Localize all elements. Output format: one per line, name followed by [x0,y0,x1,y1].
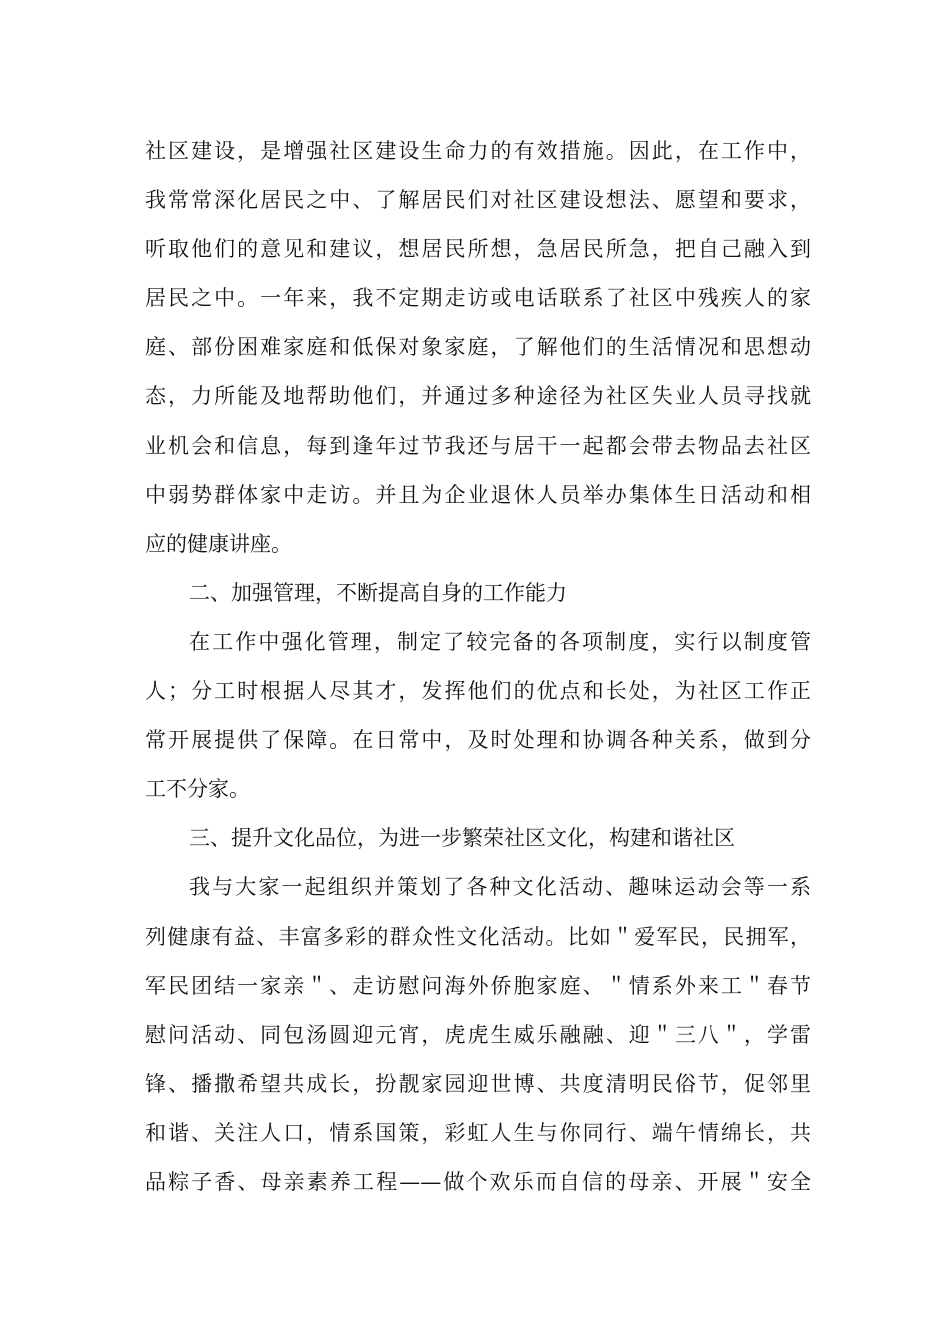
body-line: 中弱势群体家中走访。并且为企业退休人员举办集体生日活动和相 [145,482,811,507]
body-line: 应的健康讲座。 [145,531,292,556]
body-line: 听取他们的意见和建议，想居民所想，急居民所急，把自己融入到 [145,237,811,262]
body-line: 业机会和信息，每到逢年过节我还与居干一起都会带去物品去社区 [145,433,811,458]
body-line: 我与大家一起组织并策划了各种文化活动、趣味运动会等一系 [189,875,811,900]
body-line: 锋、播撒希望共成长，扮靓家园迎世博、共度清明民俗节，促邻里 [145,1071,811,1096]
body-line: 社区建设，是增强社区建设生命力的有效措施。因此，在工作中， [145,139,811,163]
body-line: 人；分工时根据人尽其才，发挥他们的优点和长处，为社区工作正 [145,679,811,704]
body-line: 工不分家。 [145,777,250,802]
body-line: 军民团结一家亲＂、走访慰问海外侨胞家庭、＂情系外来工＂春节 [145,973,811,998]
body-line: 在工作中强化管理，制定了较完备的各项制度，实行以制度管 [189,629,811,654]
section-heading-3: 三、提升文化品位，为进一步繁荣社区文化，构建和谐社区 [189,826,735,851]
body-line: 我常常深化居民之中、了解居民们对社区建设想法、愿望和要求， [145,188,811,213]
body-line: 居民之中。一年来，我不定期走访或电话联系了社区中残疾人的家 [145,286,811,311]
body-line: 态，力所能及地帮助他们，并通过多种途径为社区失业人员寻找就 [145,384,811,409]
body-line: 和谐、关注人口，情系国策，彩虹人生与你同行、端午情绵长，共 [145,1120,811,1145]
body-line: 慰问活动、同包汤圆迎元宵，虎虎生威乐融融、迎＂三八＂，学雷 [145,1022,811,1047]
body-line: 庭、部份困难家庭和低保对象家庭，了解他们的生活情况和思想动 [145,335,811,360]
body-line: 列健康有益、丰富多彩的群众性文化活动。比如＂爱军民，民拥军， [145,924,811,949]
section-heading-2: 二、加强管理，不断提高自身的工作能力 [189,580,567,605]
document-body [145,127,811,1207]
body-line: 品粽子香、母亲素养工程——做个欢乐而自信的母亲、开展＂安全 [145,1169,811,1194]
body-line: 常开展提供了保障。在日常中，及时处理和协调各种关系，做到分 [145,728,811,753]
